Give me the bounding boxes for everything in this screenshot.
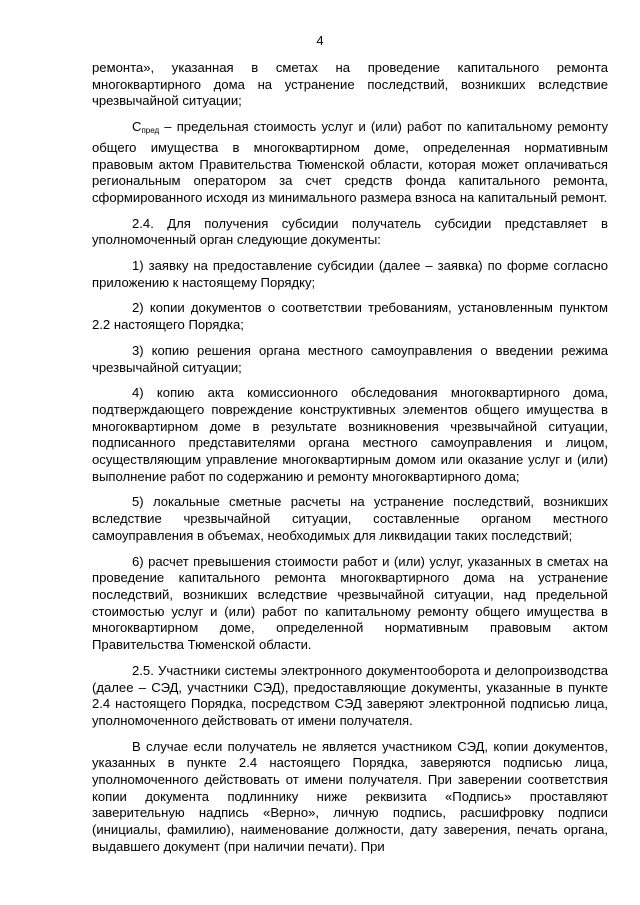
paragraph-2-4: 2.4. Для получения субсидии получатель субсидии представляет в уполномоченный орган следующие документы: (92, 215, 608, 248)
list-item-5: 5) локальные сметные расчеты на устранение последствий, возникших вследствие чрезвычайной ситуации, составленные органом местного самоуправления в объемах, необходимых для ликвидации таких последствий; (92, 494, 608, 543)
definition-symbol: С (132, 119, 142, 135)
page-number: 4 (316, 33, 324, 48)
paragraph-2-5: 2.5. Участники системы электронного документооборота и делопроизводства (далее – СЭД, участники СЭД), предоставляющие документы, указанные в пункте 2.4 настоящего Порядка, посредством СЭД заверяют электронной подписью лица, уполномоченного действовать от имени получателя. (92, 662, 608, 728)
list-item-3: 3) копию решения органа местного самоуправления о введении режима чрезвычайной ситуации; (92, 342, 608, 375)
list-item-1: 1) заявку на предоставление субсидии (далее – заявка) по форме согласно приложению к настоящему Порядку; (92, 258, 608, 290)
list-item-6: 6) расчет превышения стоимости работ и (или) услуг, указанных в сметах на проведение капитального ремонта многоквартирного дома на устранение последствий, возникших вследствие чрезвычайной ситуации, над предельной стоимостью услуг и (или) работ по капитальному ремонту общего имущества в многоквартирном доме, определенной нормативным правовым актом Правительства Тюменской области. (92, 553, 608, 653)
definition-text: – предельная стоимость услуг и (или) работ по капитальному ремонту общего имущества в многоквартирном доме, определенная нормативным правовым актом Правительства Тюменской области, которая может оплачиваться региональным оператором за счет средств фонда капитального ремонта, сформированного исходя из минимального размера взноса на капитальный ремонт. (92, 119, 608, 205)
definition-subscript: пред (141, 126, 160, 136)
list-item-2: 2) копии документов о соответствии требованиям, установленным пунктом 2.2 настоящего Порядка; (92, 300, 608, 333)
document-body (92, 60, 608, 865)
paragraph-definition-c-pred (92, 119, 608, 207)
list-item-4: 4) копию акта комиссионного обследования многоквартирного дома, подтверждающего повреждение конструктивных элементов общего имущества в многоквартирном доме в результате возникновения чрезвычайной ситуации, подписанного представителями органа местного самоуправления и лицом, осуществляющим управление многоквартирным домом или оказание услуг и (или) выполнение работ по содержанию и ремонту многоквартирного дома; (92, 385, 608, 484)
paragraph-continuation: ремонта», указанная в сметах на проведение капитального ремонта многоквартирного дома на устранение последствий, возникших вследствие чрезвычайной ситуации; (92, 60, 608, 109)
paragraph-non-sed-participant: В случае если получатель не является участником СЭД, копии документов, указанных в пункте 2.4 настоящего Порядка, заверяются подписью лица, уполномоченного действовать от имени получателя. При заверении соответствия копии документа подлиннику ниже реквизита «Подпись» проставляют заверительную надпись «Верно», личную подпись, расшифровку подписи (инициалы, фамилию), наименование должности, дату заверения, печать органа, выдавшего документ (при наличии печати). При (92, 738, 608, 854)
